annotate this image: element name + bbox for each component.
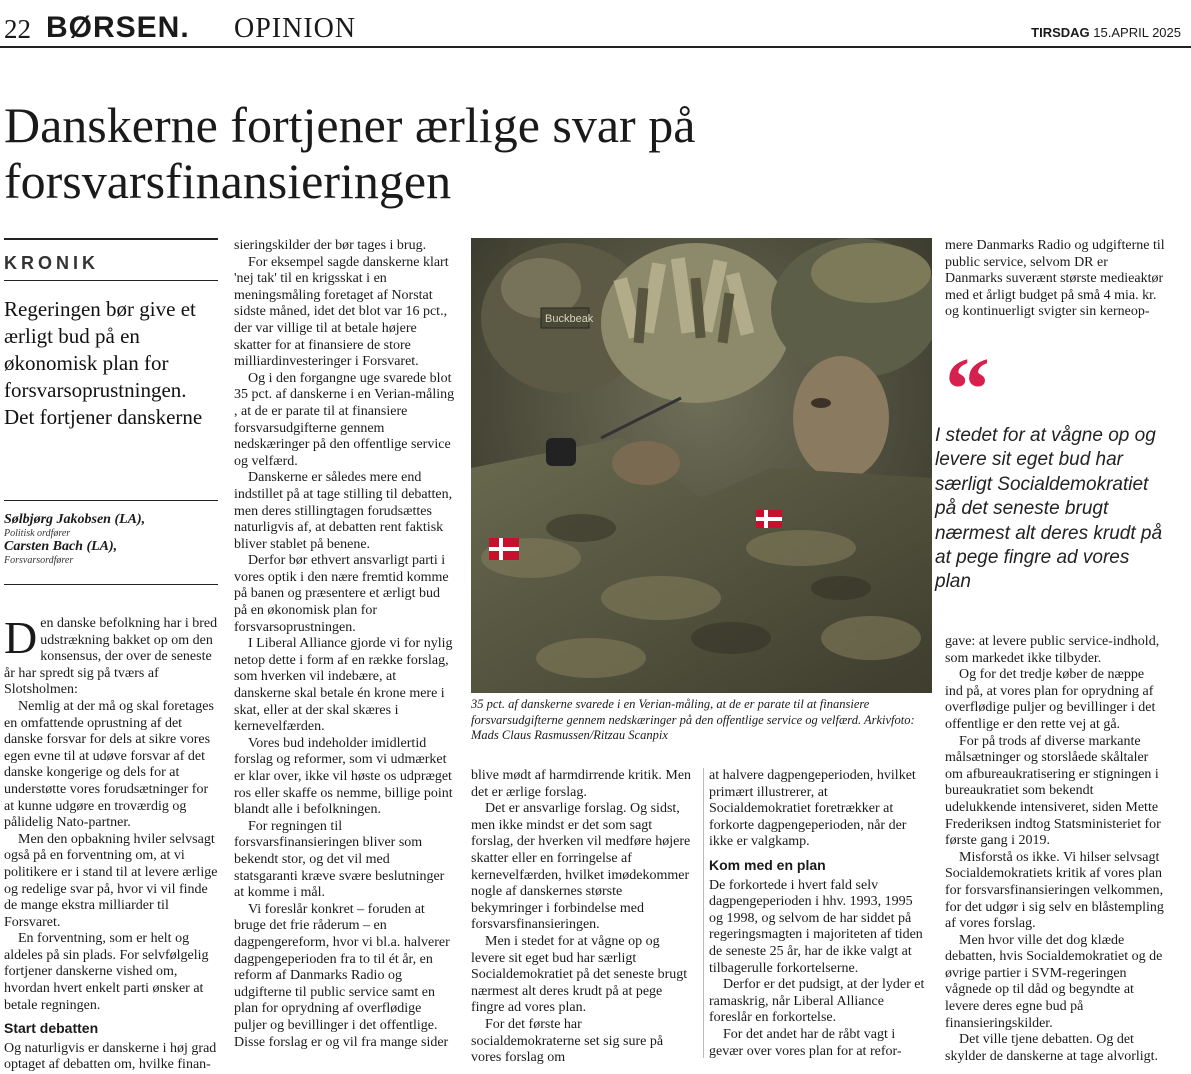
body-paragraph: Vores bud indeholder imidlertid forslag og reformer, som vi udmærket er klar over, ikke vil høste os udpræget ros eller skaffe os nemme, billige point blandt alle i befolkningen. [234, 735, 453, 818]
body-paragraph: I Liberal Alliance gjorde vi for nylig netop dette i form af en række forslag, som hverken vil indebære, at danskerne skal betale én krone mere i skat, eller at der skal skæres i kernevelfærden. [234, 636, 453, 735]
section-subheading: Kom med en plan [709, 856, 826, 873]
article-type-label: KRONIK [4, 253, 99, 273]
byline [4, 512, 218, 566]
helmet-name-tag: Buckbeak [545, 313, 594, 325]
column-divider [703, 768, 704, 1058]
body-paragraph: For på trods af diverse markante målsætninger og storslåede skåltaler om afbureaukratisering er stigningen i bureaukratiet som bekendt udelukkende intensiveret, siden Mette Frederiksen indtog Statsministeriet for første gang i 2019. [945, 733, 1161, 849]
author-role: Politisk ordfører [4, 528, 71, 539]
section-title[interactable]: OPINION [234, 13, 357, 44]
body-paragraph: at halvere dagpengeperioden, hvilket primært illustrerer, at Socialdemokratiet foretrækker at forkorte dagpengeperioden, når der ikke er valgkamp. [709, 768, 916, 850]
body-paragraph: sieringskilder der bør tages i brug. [234, 238, 427, 253]
quote-mark-icon: “ [945, 340, 990, 439]
body-paragraph: Derfor er det pudsigt, at der lyder et ramaskrig, når Liberal Alliance foreslår en forkortelse. [709, 977, 925, 1026]
body-paragraph: For det første har socialdemokraterne set sig sure på vores forslag om [471, 1016, 664, 1066]
byline-top-divider [4, 500, 218, 501]
issue-day: TIRSDAG [1031, 25, 1090, 40]
body-column-4 [709, 768, 929, 1060]
body-paragraph: Men hvor ville det dog klæde debatten, hvis Socialdemokratiet og de øvrige partier i SVM-regeringen vågnede op til dåd og begyndte at levere deres egne bud på finansieringskilder. [945, 932, 1163, 1031]
body-paragraph: mere Danmarks Radio og udgifterne til public service, selvom DR er Danmarks suverænt største medieaktør med et årligt budget på små 4 mia. kr. og kontinuerligt svigter sin kerneop- [945, 238, 1165, 320]
body-paragraph: Men i stedet for at vågne op og levere sit eget bud har særligt Socialdemokratiet på det seneste brugt nærmest alt deres krudt på at pege fingre ad vores plan. [471, 933, 688, 1016]
body-column-5-bottom [945, 634, 1165, 1065]
body-paragraph [4, 612, 218, 699]
body-paragraph: Derfor bør ethvert ansvarligt parti i vores optik i den nære fremtid komme på banen og præsentere et ærligt bud på en økonomisk plan for forsvarsoprustningen. [234, 553, 449, 635]
body-paragraph: Vi foreslår konkret – foruden at bruge det frie råderum – en dagpengereform, hvor vi bl.a. halverer dagpengeperioden fra to til ét år, en reform af Danmarks Radio og udgifterne til public service samt en plan for oprydning af overflødige puljer og bevillinger i det offentlige. [234, 901, 450, 1033]
body-paragraph: Og for det tredje køber de næppe ind på, at vores plan for oprydning af overflødige puljer og bevillinger i det offentlige er den rette vej at gå. [945, 667, 1156, 732]
header-divider [0, 46, 1191, 48]
issue-date-text: 15.APRIL 2025 [1093, 25, 1181, 40]
body-paragraph: Misforstå os ikke. Vi hilser selvsagt Socialdemokratiets kritik af vores plan for forsvarsfinansieringen velkommen, for det udgør i sig selv en blåstempling af vores forslag. [945, 849, 1164, 932]
author-name: Sølbjørg Jakobsen (LA), [4, 512, 146, 527]
soldiers-illustration [471, 238, 932, 693]
body-paragraph: De forkortede i hvert fald selv dagpengeperioden i hhv. 1993, 1995 og 1998, og selvom de har siddet på regeringsmagten i majoriteten af tiden de seneste 25 år, har de ikke valgt at tilbagerulle forkortelserne. [709, 877, 923, 976]
newspaper-logo[interactable]: BØRSEN. [46, 11, 190, 44]
page-number: 22 [4, 14, 31, 44]
body-paragraph: Nemlig at der må og skal foretages en omfattende oprustning af det danske forsvar for dels at sikre vores egen evne til at udøve forsvar af det danske kongerige og dels for at understøtte vores forudsætninger for at kunne udgøre en troværdig og pålidelig Nato-partner. [4, 698, 214, 831]
byline-bottom-divider [4, 584, 218, 585]
body-paragraph: Det ville tjene debatten. Og det skylder de danskerne at tage alvorligt. [945, 1032, 1159, 1064]
drop-cap: D [4, 612, 38, 663]
danish-flag-patch-right [756, 510, 782, 528]
article-subhead: Regeringen bør give et ærligt bud på en økonomisk plan for forsvarsoprustningen. Det fortjener danskerne [4, 297, 203, 429]
body-column-1 [4, 612, 218, 1074]
body-paragraph: For regningen til forsvarsfinansieringen bliver som bekendt stor, og det vil med statsgaranti kræve svære beslutninger at komme i mål. [234, 818, 445, 901]
body-paragraph: For eksempel sagde danskerne klart 'nej tak' til en krigsskat i en meningsmåling foretaget af Norstat sidste måned, idet det blot var 16 pct., der var villige til at betale højere skatter for at finansiere de store milliardinvesteringer i Forsvaret. [234, 254, 449, 370]
body-paragraph: En forventning, som er helt og aldeles på sin plads. For selvfølgelig fortjener danskerne vished om, hvordan hvert enkelt parti ønsker at betale regningen. [4, 931, 209, 1013]
kronik-top-divider [4, 238, 218, 240]
pull-quote: I stedet for at vågne op og levere sit eget bud har særligt Socialdemokratiet på det seneste brugt nærmest alt deres krudt på at pege fingre ad vores plan [935, 425, 1163, 593]
danish-flag-patch-left [489, 538, 519, 560]
body-paragraph: For det andet har de råbt vagt i gevær over vores plan for at refor- [709, 1026, 902, 1059]
kronik-bottom-divider [4, 280, 218, 281]
section-subheading: Start debatten [4, 1020, 99, 1037]
body-paragraph: Danskerne er således mere end indstillet på at tage stilling til debatten, men deres stillingtagen forudsættes naturligvis af, at debatten rent faktisk bliver stablet på benene. [234, 470, 453, 552]
author-role: Forsvarsordfører [4, 555, 74, 566]
body-column-3 [471, 768, 693, 1067]
article-headline: Danskerne fortjener ærlige svar på forsvarsfinansieringen [4, 97, 696, 209]
issue-date [1031, 25, 1181, 40]
body-paragraph: Og naturligvis er danskerne i høj grad optaget af debatten om, hvilke finan- [4, 1040, 217, 1073]
soldiers-photo[interactable] [471, 238, 932, 693]
body-column-2 [234, 238, 456, 1051]
body-paragraph: gave: at levere public service-indhold, som markedet ikke tilbyder. [945, 634, 1160, 666]
body-paragraph: Disse forslag er og vil fra mange sider [234, 1034, 449, 1050]
body-paragraph: Det er ansvarlige forslag. Og sidst, men ikke mindst er det som sagt forslag, der hverken vil medføre højere skatter eller en forringelse af kernevelfærden, hvilket imødekommer nogle af danskernes største bekymringer i forbindelse med forsvarsfinansieringen. [471, 801, 691, 933]
body-column-5-top [945, 238, 1165, 321]
body-paragraph: Men den opbakning hviler selvsagt også på en forventning om, at vi politikere er i stand til at levere ærlige og redelige svar på, hvor vi vil finde de mange ekstra milliarder til Forsvaret. [4, 831, 218, 930]
body-paragraph: Og i den forgangne uge svarede blot 35 pct. af danskerne i en Verian-måling , at de er parate til at finansiere forsvarsudgifterne gennem nedskæringer på den offentlige service og velfærd. [234, 370, 455, 469]
lead-text: en danske befolkning har i bred udstrækning bakket op om den konsensus, der over de seneste år har spredt sig på tværs af Slotsholmen: [4, 616, 218, 698]
photo-caption: 35 pct. af danskerne svarede i en Verian-måling, at de er parate til at finansiere forsvarsudgifterne gennem nedskæringer på den offentlige service og velfærd. Arkivfoto: Mads Claus Rasmussen/Ritzau Scanpix [471, 697, 915, 742]
body-paragraph: blive mødt af harmdirrende kritik. Men det er ærlige forslag. [471, 768, 692, 800]
author-name: Carsten Bach (LA), [4, 539, 118, 554]
